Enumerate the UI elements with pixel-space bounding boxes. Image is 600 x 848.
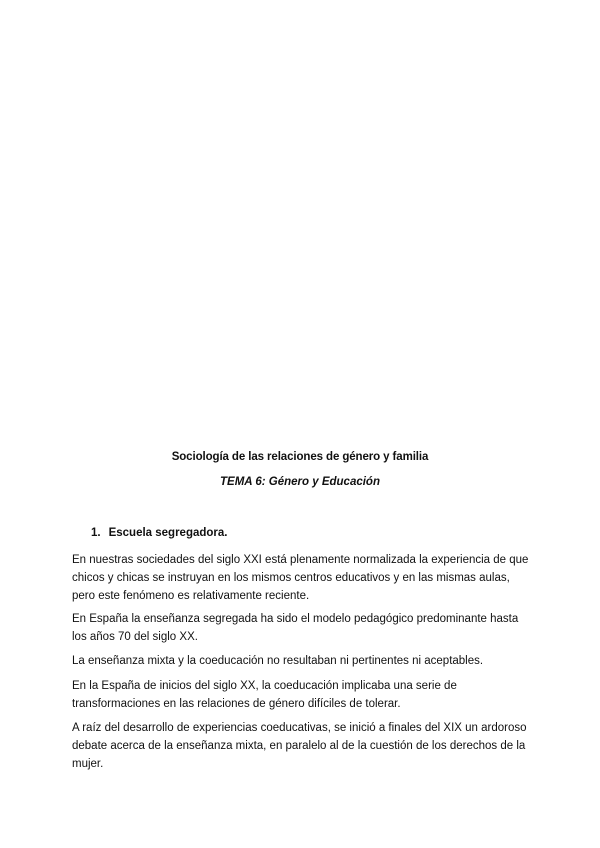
paragraph-4: En la España de inicios del siglo XX, la coeducación implicaba una serie de transformaciones en las relaciones de género difíciles de tolerar. <box>72 680 457 710</box>
paragraph-1: En nuestras sociedades del siglo XXI está plenamente normalizada la experiencia de que chicos y chicas se instruyan en los mismos centros educativos y en las mismas aulas, pero este fenómeno es relativamente reciente. <box>72 554 529 602</box>
paragraph-2: En España la enseñanza segregada ha sido el modelo pedagógico predominante hasta los años 70 del siglo XX. <box>72 613 519 643</box>
paragraph-5: A raíz del desarrollo de experiencias coeducativas, se inició a finales del XIX un ardoroso debate acerca de la enseñanza mixta, en paralelo al de la cuestión de los derechos de la mujer. <box>72 722 527 770</box>
document-title: Sociología de las relaciones de género y familia <box>171 451 429 463</box>
section-number: 1. <box>91 527 101 539</box>
section-title: Escuela segregadora. <box>108 527 228 539</box>
document-subtitle: TEMA 6: Género y Educación <box>220 476 380 488</box>
paragraph-3: La enseñanza mixta y la coeducación no resultaban ni pertinentes ni aceptables. <box>72 655 484 667</box>
section-heading <box>91 527 228 539</box>
